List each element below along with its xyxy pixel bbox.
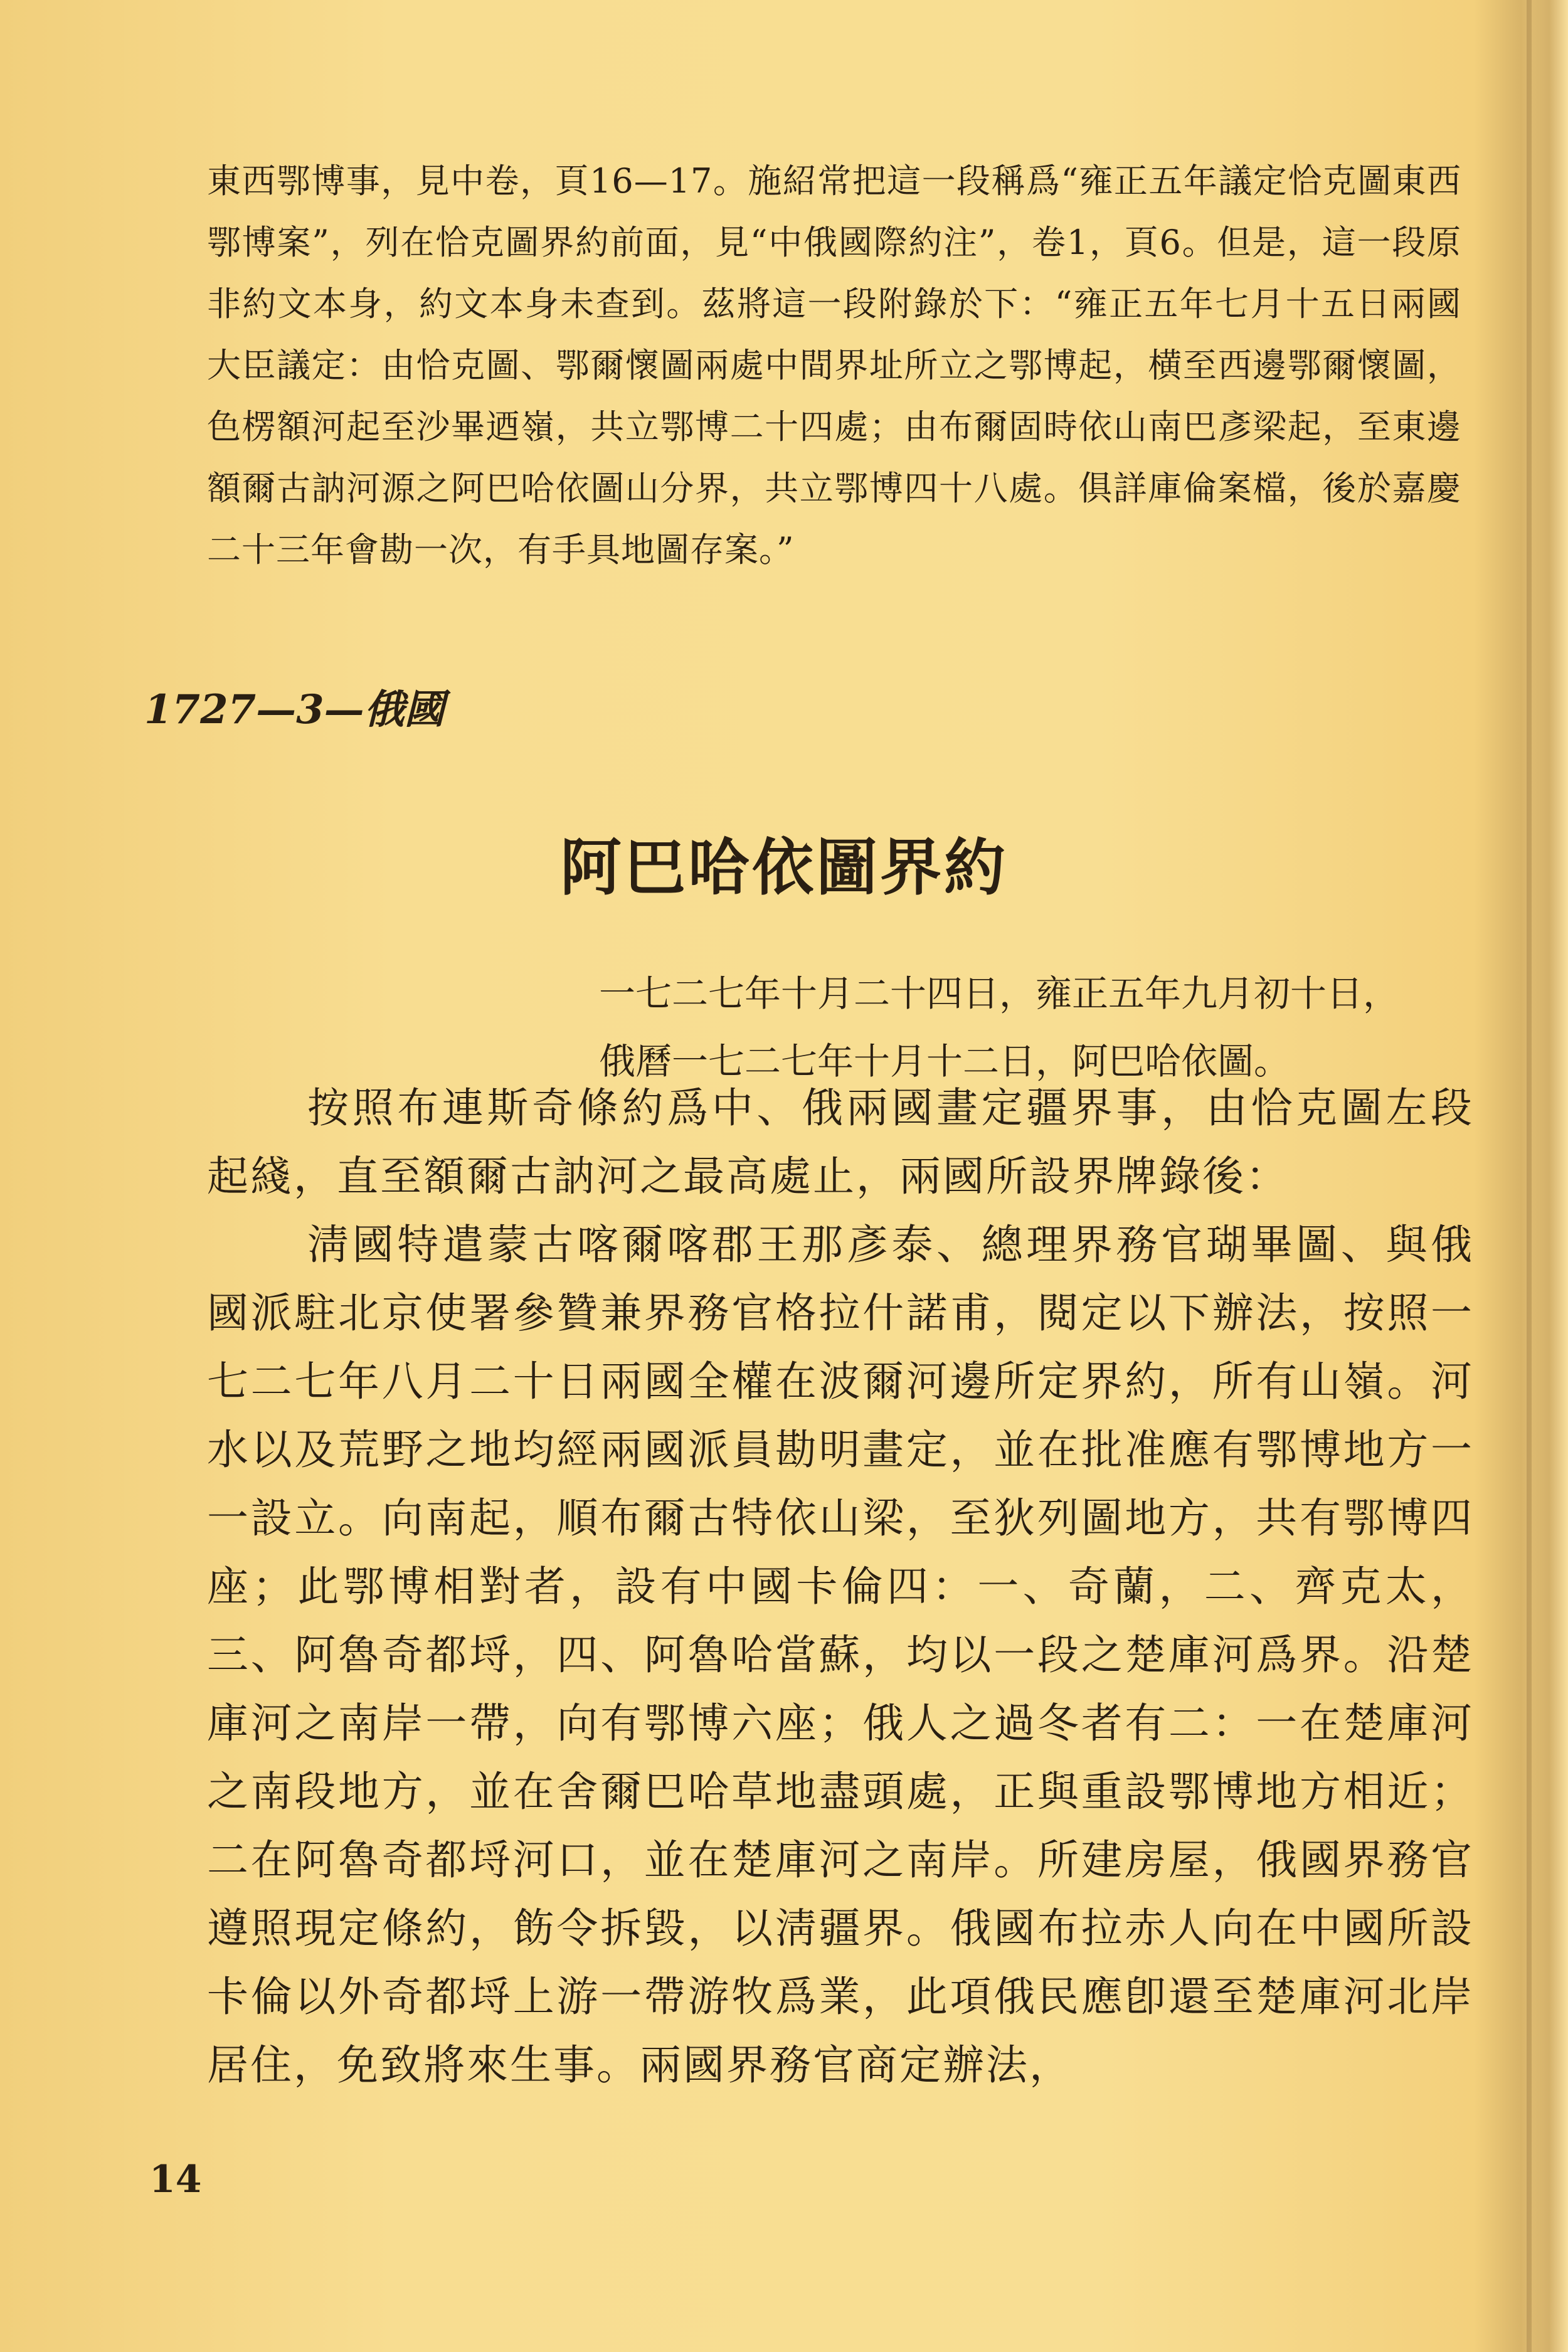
treaty-title: 阿巴哈依圖界約 bbox=[559, 832, 1008, 904]
body-paragraph-1: 按照布連斯奇條約爲中、俄兩國畫定疆界事，由恰克圖左段起綫，直至額爾古訥河之最高處止，兩國所設界牌錄後： bbox=[207, 1084, 1474, 1200]
page-number: 14 bbox=[149, 2158, 202, 2201]
section-id: 1727—3—俄國 bbox=[144, 686, 445, 733]
date-line-2: 俄曆一七二七年十月十二日，阿巴哈依圖。 bbox=[599, 1040, 1291, 1083]
footnote-block bbox=[207, 151, 1461, 581]
treaty-body bbox=[207, 1074, 1474, 2099]
date-line-1: 一七二七年十月二十四日，雍正五年九月初十日， bbox=[599, 972, 1400, 1015]
footnote-text: 東西鄂博事，見中卷，頁16—17。施紹常把這一段稱爲“雍正五年議定恰克圖東西鄂博案”，列在恰克圖界約前面，見“中俄國際約注”，卷1，頁6。但是，這一段原非約文本身，約文本身未查到。茲將這一段附錄於下：“雍正五年七月十五日兩國大臣議定：由恰克圖、鄂爾懷圖兩處中間界址所立之鄂博起，横至西邊鄂爾懷圖，色楞額河起至沙畢迺嶺，共立鄂博二十四處；由布爾固時依山南巴彥梁起，至東邊額爾古訥河源之阿巴哈依圖山分界，共立鄂博四十八處。俱詳庫倫案檔，後於嘉慶二十三年會勘一次，有手具地圖存案。” bbox=[207, 161, 1461, 569]
page-edge bbox=[1530, 0, 1568, 2352]
body-paragraph-2: 淸國特遣蒙古喀爾喀郡王那彥泰、總理界務官瑚畢圖、與俄國派駐北京使署參贊兼界務官格拉什諾甫，閱定以下辦法，按照一七二七年八月二十日兩國全權在波爾河邊所定界約，所有山嶺。河水以及荒野之地均經兩國派員勘明畫定，並在批准應有鄂博地方一一設立。向南起，順布爾古特依山梁，至狄列圖地方，共有鄂博四座；此鄂博相對者，設有中國卡倫四：一、奇蘭，二、齊克太，三、阿魯奇都埒，四、阿魯哈當蘇，均以一段之楚庫河爲界。沿楚庫河之南岸一帶，向有鄂博六座；俄人之過冬者有二：一在楚庫河之南段地方，並在舍爾巴哈草地盡頭處，正與重設鄂博地方相近；二在阿魯奇都埒河口，並在楚庫河之南岸。所建房屋，俄國界務官遵照現定條約，飭令拆毀，以淸疆界。俄國布拉赤人向在中國所設卡倫以外奇都埒上游一帶游牧爲業，此項俄民應卽還至楚庫河北岸居住，免致將來生事。兩國界務官商定辦法， bbox=[207, 1221, 1474, 2089]
